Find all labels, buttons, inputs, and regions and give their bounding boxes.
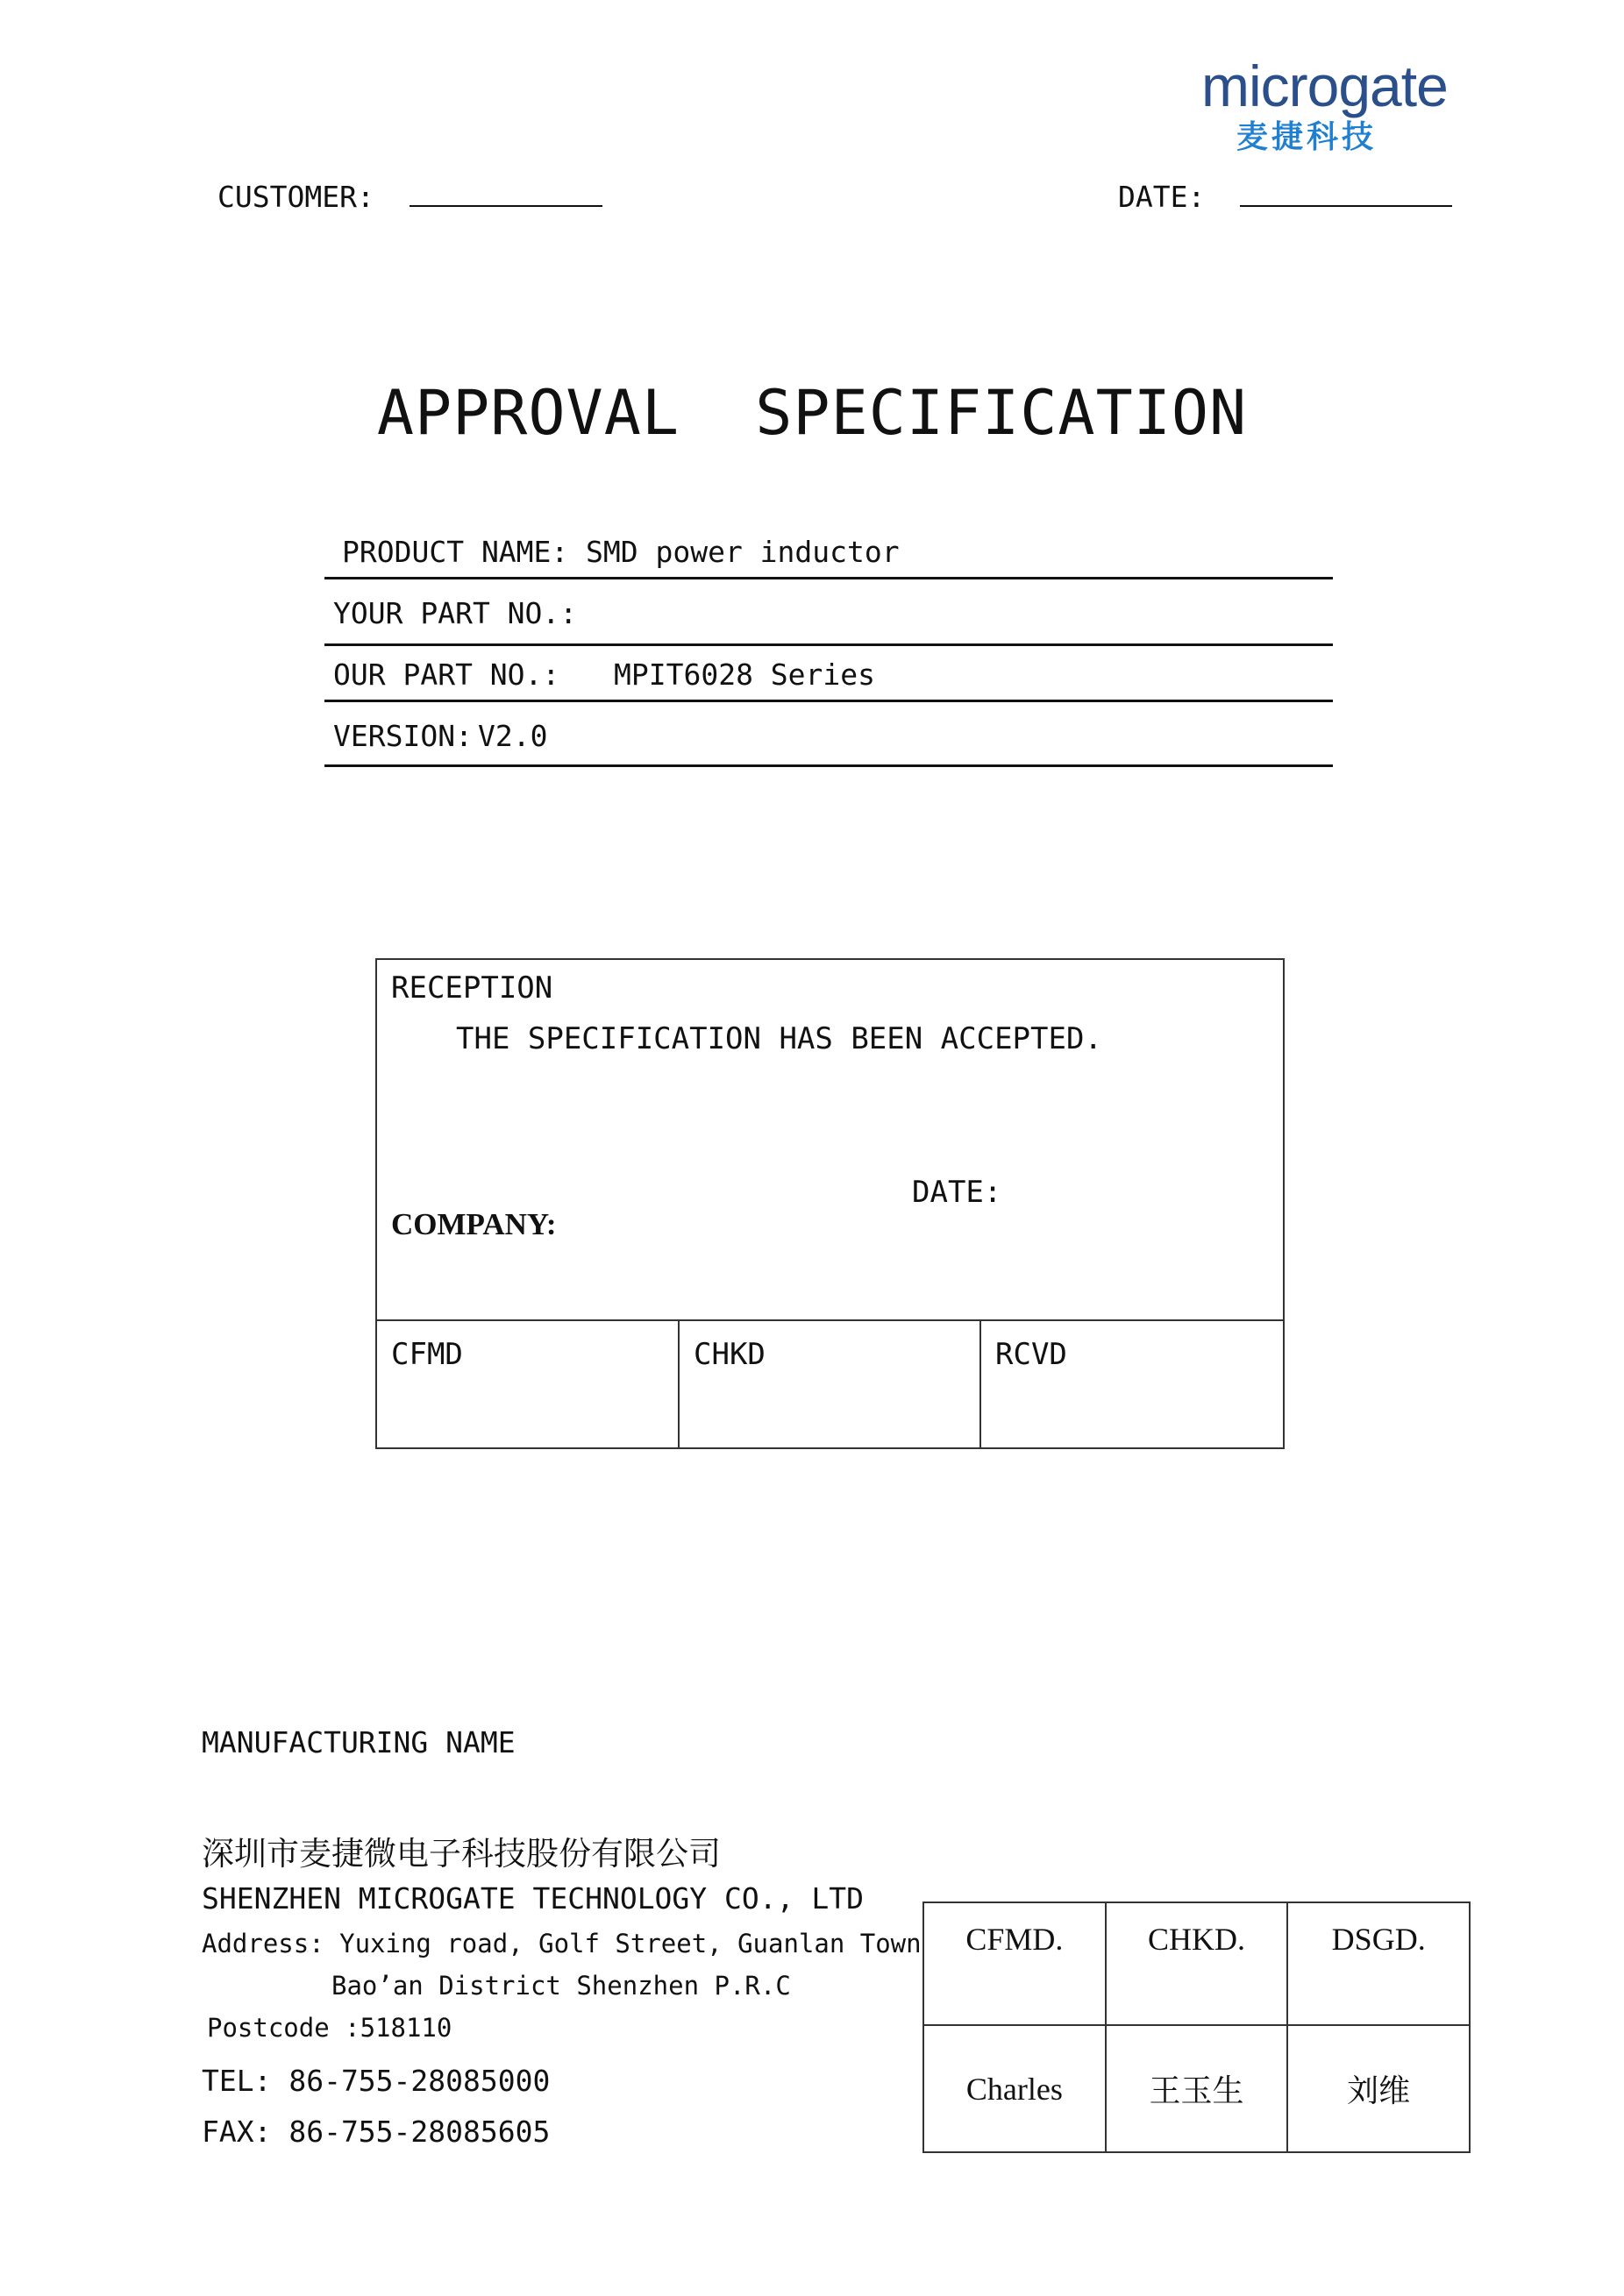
customer-field	[217, 180, 602, 214]
brand-logo-text: microgate	[1201, 53, 1448, 118]
signoff-chkd-cell	[678, 1319, 981, 1447]
version-label: VERSION:	[333, 719, 473, 753]
approval-value-row	[923, 2025, 1470, 2152]
approval-header-chkd: CHKD.	[1106, 1902, 1288, 2025]
fax: FAX: 86-755-28085605	[202, 2115, 551, 2149]
your-part-label: YOUR PART NO.:	[333, 596, 578, 630]
our-part-row	[324, 656, 1333, 702]
customer-label: CUSTOMER:	[217, 180, 374, 214]
reception-heading: RECEPTION	[391, 970, 553, 1006]
reception-statement: THE SPECIFICATION HAS BEEN ACCEPTED.	[456, 1021, 1102, 1056]
address-line-1: Address: Yuxing road, Golf Street, Guanlan Town	[202, 1929, 922, 1958]
approval-table	[922, 1901, 1471, 2153]
signoff-chkd-label: CHKD	[694, 1337, 766, 1372]
product-name-label: PRODUCT NAME:	[342, 535, 569, 569]
address-line-2: Bao’an District Shenzhen P.R.C	[331, 1971, 791, 2001]
approval-value-dsgd: 刘维	[1287, 2025, 1470, 2152]
date-field	[1118, 180, 1452, 214]
product-name-row	[324, 531, 1333, 579]
postcode: Postcode :518110	[207, 2013, 452, 2043]
approval-header-cfmd: CFMD.	[923, 1902, 1106, 2025]
signoff-rcvd-cell	[979, 1319, 1285, 1447]
company-name-cn: 深圳市麦捷微电子科技股份有限公司	[202, 1837, 721, 1873]
version-value: V2.0	[478, 719, 548, 753]
approval-header-row	[923, 1902, 1470, 2025]
date-blank	[1240, 182, 1452, 207]
approval-value-cfmd: Charles	[923, 2025, 1106, 2152]
approval-header-dsgd: DSGD.	[1287, 1902, 1470, 2025]
date-label: DATE:	[1118, 180, 1206, 214]
reception-company-label: COMPANY:	[391, 1207, 557, 1241]
reception-box	[375, 958, 1285, 1449]
company-name-en: SHENZHEN MICROGATE TECHNOLOGY CO., LTD	[202, 1881, 864, 1916]
approval-value-chkd: 王玉生	[1106, 2025, 1288, 2152]
our-part-label: OUR PART NO.:	[333, 658, 560, 692]
manufacturing-heading: MANUFACTURING NAME	[202, 1725, 516, 1759]
our-part-value: MPIT6028 Series	[614, 658, 876, 692]
brand-logo-cn: 麦捷科技	[1236, 118, 1378, 154]
your-part-row	[324, 593, 1333, 646]
reception-date-label: DATE:	[912, 1175, 1002, 1210]
signoff-cfmd-cell	[377, 1319, 678, 1447]
signoff-cfmd-label: CFMD	[391, 1337, 463, 1372]
signoff-rcvd-label: RCVD	[995, 1337, 1067, 1372]
customer-blank	[410, 182, 602, 207]
version-row	[324, 717, 1333, 767]
tel: TEL: 86-755-28085000	[202, 2064, 551, 2098]
page-title: APPROVAL SPECIFICATION	[376, 377, 1248, 449]
product-name-value: SMD power inductor	[586, 535, 900, 569]
